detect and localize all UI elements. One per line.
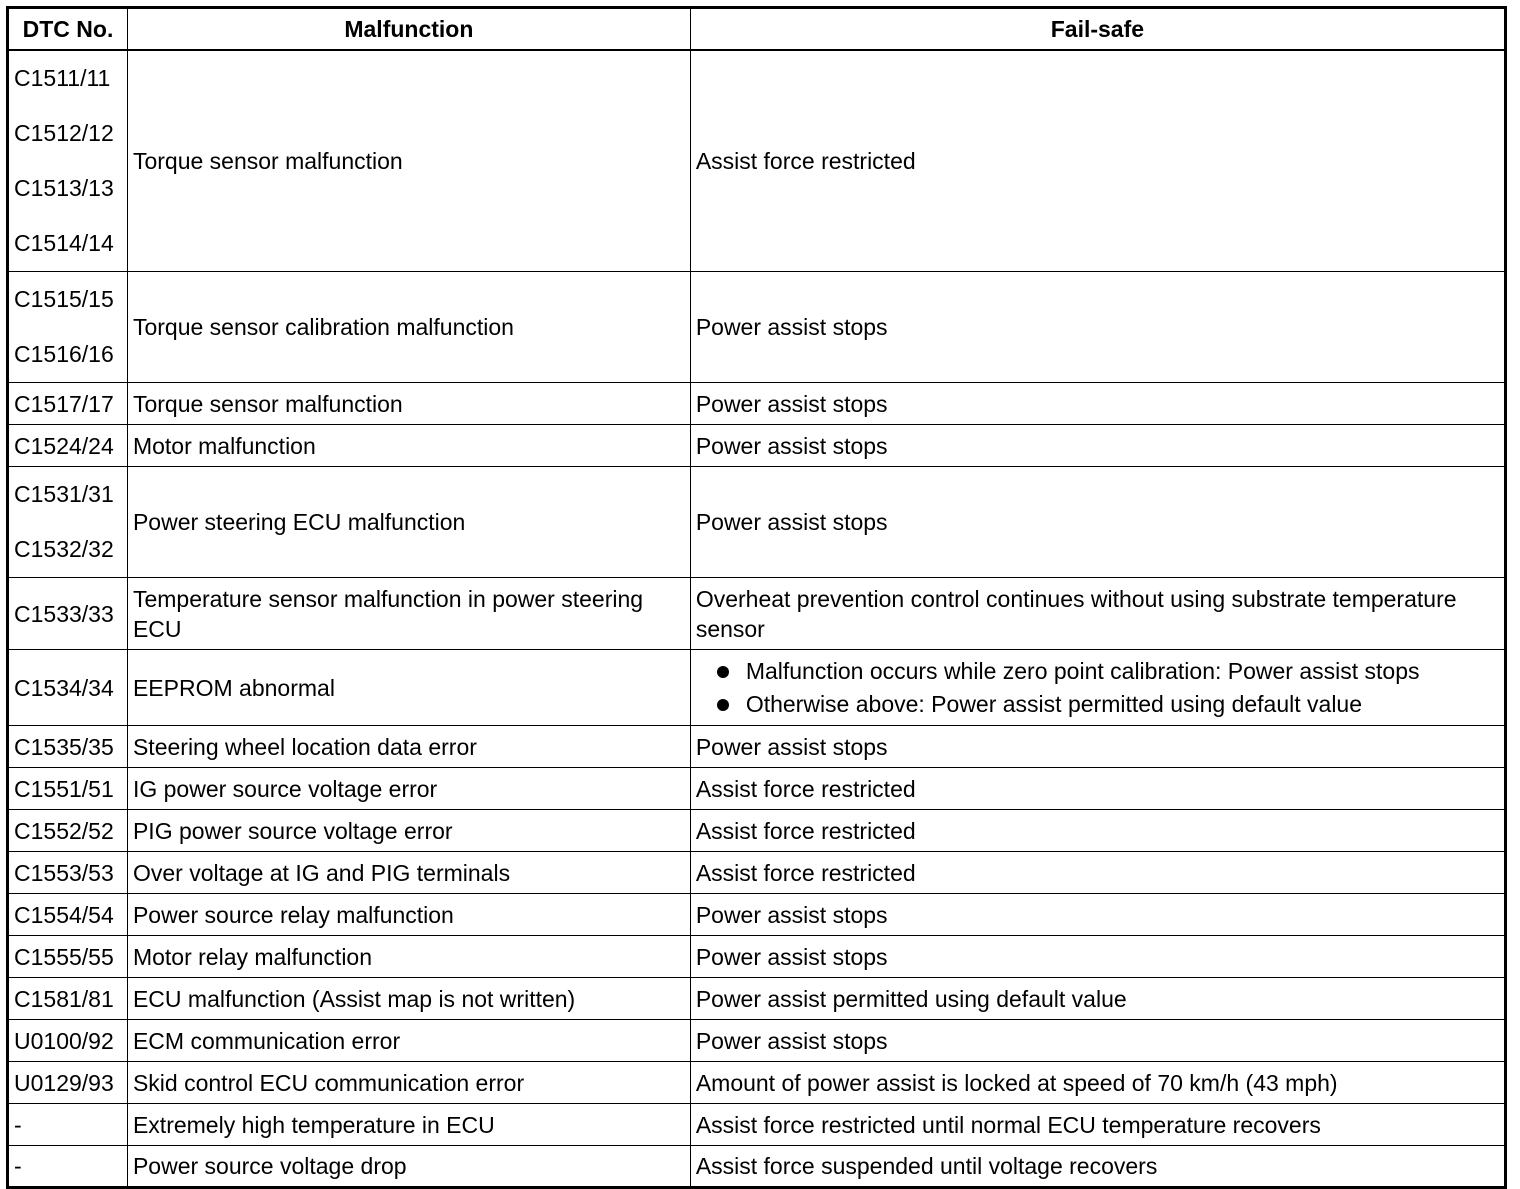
- fail-safe-cell: Power assist stops: [690, 726, 1505, 768]
- table-row: [8, 852, 1506, 894]
- dtc-cell: [8, 425, 128, 467]
- dtc-cell: [8, 1104, 128, 1146]
- fail-safe-cell: Overheat prevention control continues without using substrate temperature sensor: [690, 578, 1505, 650]
- fail-safe-cell: Power assist stops: [690, 467, 1505, 578]
- dtc-code: C1534/34: [14, 674, 114, 701]
- table-row: [8, 978, 1506, 1020]
- table-row: [8, 726, 1506, 768]
- malfunction-cell: EEPROM abnormal: [127, 650, 690, 726]
- dtc-code: C1513/13: [14, 175, 114, 201]
- table-row: [8, 272, 1506, 383]
- table-row: [8, 467, 1506, 578]
- dtc-code: C1511/11: [14, 65, 111, 91]
- malfunction-cell: Over voltage at IG and PIG terminals: [127, 852, 690, 894]
- dtc-cell: [8, 726, 128, 768]
- fail-safe-cell: Assist force restricted until normal ECU temperature recovers: [690, 1104, 1505, 1146]
- malfunction-cell: Steering wheel location data error: [127, 726, 690, 768]
- dtc-cell: [8, 894, 128, 936]
- dtc-cell: [8, 383, 128, 425]
- table-row: [8, 578, 1506, 650]
- header-dtc-no: DTC No.: [8, 8, 128, 51]
- dtc-code: C1535/35: [14, 733, 114, 760]
- table-row: [8, 768, 1506, 810]
- dtc-code: C1552/52: [14, 817, 114, 844]
- dtc-code: C1581/81: [14, 985, 114, 1012]
- dtc-code: C1533/33: [14, 600, 114, 627]
- fail-safe-cell: [690, 650, 1505, 726]
- dtc-code: C1517/17: [14, 390, 114, 417]
- malfunction-cell: Power steering ECU malfunction: [127, 467, 690, 578]
- dtc-code: C1554/54: [14, 901, 114, 928]
- fail-safe-cell: Power assist stops: [690, 425, 1505, 467]
- fail-safe-cell: Assist force restricted: [690, 768, 1505, 810]
- dtc-code: U0129/93: [14, 1069, 114, 1096]
- dtc-cell: [8, 50, 128, 272]
- malfunction-cell: IG power source voltage error: [127, 768, 690, 810]
- dtc-code: C1515/15: [14, 286, 114, 312]
- fail-safe-list-item: Malfunction occurs while zero point calibration: Power assist stops: [696, 655, 1499, 688]
- malfunction-cell: Power source voltage drop: [127, 1146, 690, 1188]
- dtc-code: -: [14, 1111, 22, 1138]
- dtc-cell: [8, 852, 128, 894]
- header-row: [8, 8, 1506, 51]
- dtc-cell: [8, 768, 128, 810]
- fail-safe-cell: Power assist stops: [690, 1020, 1505, 1062]
- table-row: [8, 383, 1506, 425]
- malfunction-cell: Torque sensor calibration malfunction: [127, 272, 690, 383]
- malfunction-cell: Extremely high temperature in ECU: [127, 1104, 690, 1146]
- malfunction-cell: PIG power source voltage error: [127, 810, 690, 852]
- malfunction-cell: Torque sensor malfunction: [127, 50, 690, 272]
- malfunction-cell: ECM communication error: [127, 1020, 690, 1062]
- fail-safe-list: [696, 655, 1499, 721]
- fail-safe-cell: Power assist permitted using default value: [690, 978, 1505, 1020]
- dtc-cell: [8, 467, 128, 578]
- table-row: [8, 1146, 1506, 1188]
- malfunction-cell: Motor relay malfunction: [127, 936, 690, 978]
- dtc-cell: [8, 1146, 128, 1188]
- malfunction-cell: Power source relay malfunction: [127, 894, 690, 936]
- malfunction-cell: Motor malfunction: [127, 425, 690, 467]
- dtc-code: C1553/53: [14, 859, 114, 886]
- table-row: [8, 1104, 1506, 1146]
- table-row: [8, 425, 1506, 467]
- fail-safe-list-item: Otherwise above: Power assist permitted using default value: [696, 688, 1499, 721]
- table-row: [8, 894, 1506, 936]
- table-row: [8, 810, 1506, 852]
- dtc-cell: [8, 810, 128, 852]
- dtc-cell: [8, 1020, 128, 1062]
- table-row: [8, 650, 1506, 726]
- fail-safe-cell: Power assist stops: [690, 383, 1505, 425]
- malfunction-cell: Skid control ECU communication error: [127, 1062, 690, 1104]
- dtc-cell: [8, 978, 128, 1020]
- fail-safe-cell: Power assist stops: [690, 894, 1505, 936]
- dtc-cell: [8, 650, 128, 726]
- malfunction-cell: ECU malfunction (Assist map is not written): [127, 978, 690, 1020]
- header-malfunction: Malfunction: [127, 8, 690, 51]
- dtc-code: C1524/24: [14, 432, 114, 459]
- dtc-code: -: [14, 1153, 22, 1179]
- dtc-code: C1514/14: [14, 230, 114, 256]
- fail-safe-cell: Power assist stops: [690, 272, 1505, 383]
- dtc-cell: [8, 272, 128, 383]
- dtc-code: C1551/51: [14, 775, 114, 802]
- fail-safe-cell: Amount of power assist is locked at speed of 70 km/h (43 mph): [690, 1062, 1505, 1104]
- malfunction-cell: Temperature sensor malfunction in power steering ECU: [127, 578, 690, 650]
- fail-safe-cell: Assist force restricted: [690, 852, 1505, 894]
- malfunction-cell: Torque sensor malfunction: [127, 383, 690, 425]
- dtc-code: C1531/31: [14, 481, 114, 507]
- table-body: [8, 50, 1506, 1188]
- dtc-code: C1555/55: [14, 943, 114, 970]
- dtc-code: C1532/32: [14, 536, 114, 562]
- table-row: [8, 1020, 1506, 1062]
- dtc-cell: [8, 578, 128, 650]
- fail-safe-cell: Power assist stops: [690, 936, 1505, 978]
- table-row: [8, 936, 1506, 978]
- fail-safe-cell: Assist force suspended until voltage recovers: [690, 1146, 1505, 1188]
- fail-safe-cell: Assist force restricted: [690, 810, 1505, 852]
- header-fail-safe: Fail-safe: [690, 8, 1505, 51]
- dtc-cell: [8, 936, 128, 978]
- dtc-code: C1512/12: [14, 120, 114, 146]
- dtc-failsafe-table: [6, 6, 1507, 1189]
- dtc-cell: [8, 1062, 128, 1104]
- dtc-code: C1516/16: [14, 341, 114, 367]
- table-row: [8, 50, 1506, 272]
- dtc-code: U0100/92: [14, 1027, 114, 1054]
- fail-safe-cell: Assist force restricted: [690, 50, 1505, 272]
- table-row: [8, 1062, 1506, 1104]
